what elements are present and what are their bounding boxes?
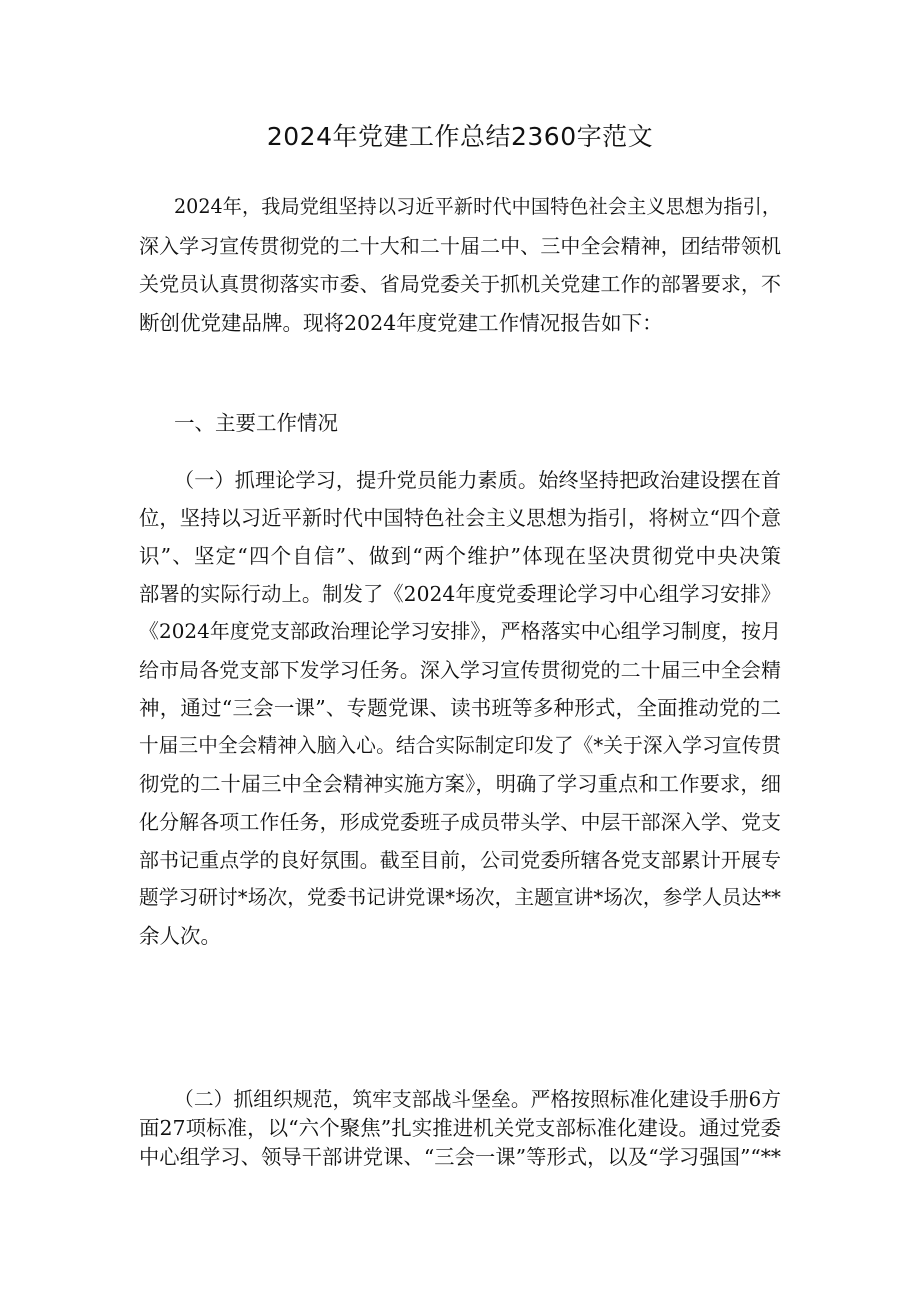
intro-line: 断创优党建品牌。现将2024年度党建工作情况报告如下： <box>139 310 663 335</box>
heading-main-work: 一、主要工作情况 <box>174 411 338 435</box>
section-1-line: 彻党的二十届三中全会精神实施方案》，明确了学习重点和工作要求，细 <box>139 772 781 796</box>
intro-line: 2024年，我局党组坚持以习近平新时代中国特色社会主义思想为指引， <box>174 195 781 218</box>
section-1-line: 神，通过“三会一课”、专题党课、读书班等多种形式，全面推动党的二 <box>139 696 781 720</box>
section-2-paragraph <box>139 1085 781 1172</box>
section-1-line: 识”、坚定“四个自信”、做到“两个维护”体现在坚决贯彻党中央决策 <box>139 544 781 568</box>
section-1-line: 部署的实际行动上。制发了《2024年度党委理论学习中心组学习安排》 <box>139 582 781 606</box>
section-1-line: 十届三中全会精神入脑入心。结合实际制定印发了《*关于深入学习宣传贯 <box>139 734 781 757</box>
section-1-line: （一）抓理论学习，提升党员能力素质。始终坚持把政治建设摆在首 <box>174 468 781 492</box>
intro-paragraph <box>139 188 781 342</box>
section-1-line: 余人次。 <box>139 924 221 948</box>
document-title: 2024年党建工作总结2360字范文 <box>266 122 654 151</box>
section-2-line: 中心组学习、领导干部讲党课、“三会一课”等形式，以及“学习强国”“** <box>139 1145 781 1169</box>
intro-line: 关党员认真贯彻落实市委、省局党委关于抓机关党建工作的部署要求，不 <box>139 272 781 296</box>
section-1-line: 化分解各项工作任务，形成党委班子成员带头学、中层干部深入学、党支 <box>139 810 781 834</box>
section-1-paragraph <box>139 461 781 955</box>
section-heading <box>139 404 781 442</box>
section-1-line: 《2024年度党支部政治理论学习安排》，严格落实中心组学习制度，按月 <box>139 620 781 643</box>
section-2-line: 面27项标准，以“六个聚焦”扎实推进机关党支部标准化建设。通过党委 <box>139 1116 781 1140</box>
section-1-line: 位，坚持以习近平新时代中国特色社会主义思想为指引，将树立“四个意 <box>139 506 781 530</box>
section-1-line: 题学习研讨*场次，党委书记讲党课*场次，主题宣讲*场次，参学人员达** <box>139 886 781 909</box>
section-2-line: （二）抓组织规范，筑牢支部战斗堡垒。严格按照标准化建设手册6方 <box>174 1088 781 1111</box>
section-1-line: 部书记重点学的良好氛围。截至目前，公司党委所辖各党支部累计开展专 <box>139 848 781 872</box>
section-1-line: 给市局各党支部下发学习任务。深入学习宣传贯彻党的二十届三中全会精 <box>139 658 781 682</box>
intro-line: 深入学习宣传贯彻党的二十大和二十届二中、三中全会精神，团结带领机 <box>139 233 781 258</box>
